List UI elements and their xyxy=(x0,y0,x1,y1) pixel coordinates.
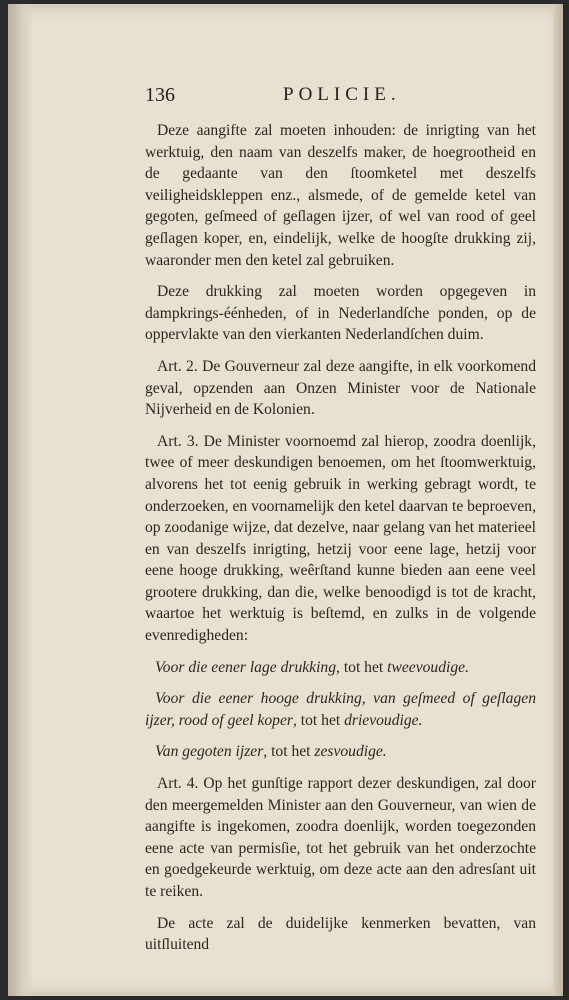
paragraph-2: Deze drukking zal moeten worden opgegeven in dampkrings-éénheden, of in Nederlandſche ponden, op de oppervlakte van den vierkanten Nederlandſchen duim. xyxy=(145,283,536,344)
paragraph-1: Deze aangifte zal moeten inhouden: de inrigting van het werktuig, den naam van deszelfs maker, de hoegrootheid en de gedaante van den ſtoomketel met deszelfs veiligheidskleppen enz., alsmede, of de gemelde ketel van gegoten, geſmeed of geſlagen ijzer, of wel van rood of geel geſlagen koper, en, eindelijk, welke de hoogſte drukking zij, waaronder men den ketel zal gebruiken. xyxy=(145,122,536,269)
page-header xyxy=(145,84,545,108)
running-title: POLICIE. xyxy=(283,84,401,105)
book-page xyxy=(8,4,563,996)
page-number: 136 xyxy=(145,84,175,106)
paragraph-art-4: Art. 4. Op het gunſtige rapport dezer deskundigen, zal door den meergemelden Minister aan den Gouverneur, van wien de aangifte is ingekomen, zoodra doenlijk, worden toegezonden eene acte van permisſie, tot het gebruik van het onderzochte en goedgekeurde werktuig, om deze acte aan den adresſant uit te reiken. xyxy=(145,775,536,900)
paragraph-final: De acte zal de duidelijke kenmerken bevatten, van uitſluitend xyxy=(145,914,536,954)
ratio-low-pressure: Voor die eener lage drukking, tot het tweevoudige. xyxy=(155,658,469,676)
page-text xyxy=(145,120,536,966)
paragraph-art-2: Art. 2. De Gouverneur zal deze aangifte, in elk voorkomend geval, opzenden aan Onzen Minister voor de Nationale Nijverheid en de Kolonien. xyxy=(145,357,536,419)
ratio-cast-iron: Van gegoten ijzer, tot het zesvoudige. xyxy=(155,743,387,761)
paragraph-art-3: Art. 3. De Minister voornoemd zal hierop, zoodra doenlijk, twee of meer deskundigen benoemen, om het ſtoomwerktuig, alvorens het tot eenig gebruik in werking gebragt wordt, te onderzoeken, en voornamelijk den ketel daarvan te beproeven, op zoodanige wijze, dat dezelve, naar gelang van het materieel en van deszelfs inrigting, hetzij voor eene lage, hetzij voor eene hooge drukking, weêrſtand kunne bieden aan eene veel grootere drukking, dan die, welke benoodigd is tot de kracht, waartoe het werktuig is beſtemd, en zulks in de volgende evenredigheden: xyxy=(145,432,536,645)
ratio-high-pressure: Voor die eener hooge drukking, van geſmeed of geſlagen ijzer, rood of geel koper, tot het drievoudige. xyxy=(145,690,536,729)
page-edge xyxy=(553,4,563,996)
